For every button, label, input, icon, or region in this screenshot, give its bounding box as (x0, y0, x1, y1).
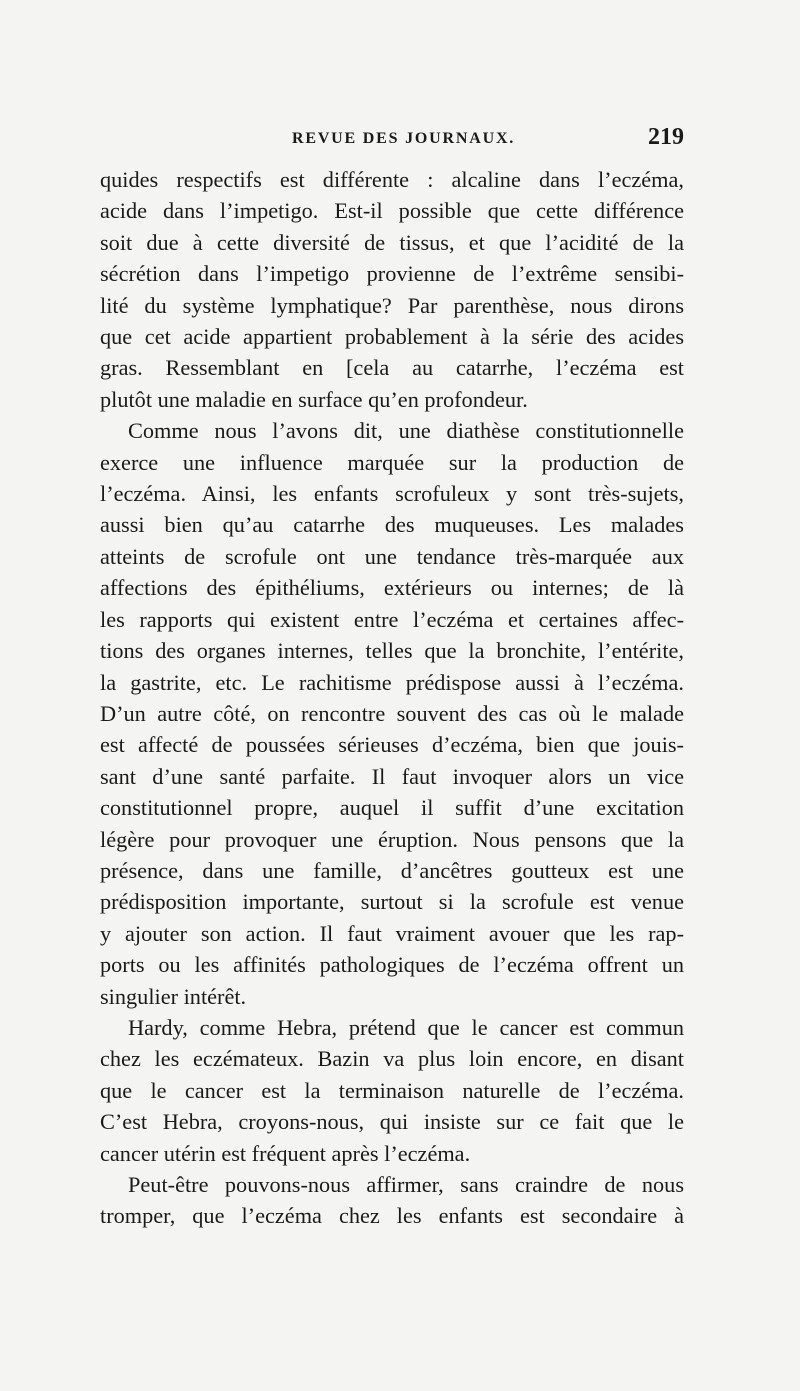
text-line: Comme nous l’avons dit, une diathèse constitutionnelle (128, 418, 684, 444)
text-line: légère pour provoquer une éruption. Nous pensons que la (100, 826, 684, 852)
text-line: cancer utérin est fréquent après l’eczéma. (100, 1140, 471, 1166)
text-line: l’eczéma. Ainsi, les enfants scrofuleux y sont très-sujets, (100, 481, 684, 507)
text-line: aussi bien qu’au catarrhe des muqueuses. Les malades (100, 512, 684, 538)
text-line: est affecté de poussées sérieuses d’eczéma, bien que jouis- (100, 732, 684, 758)
text-line: sécrétion dans l’impetigo provienne de l’extrême sensibi- (100, 261, 684, 287)
text-line: chez les eczémateux. Bazin va plus loin encore, en disant (100, 1046, 684, 1072)
body-text (100, 164, 684, 1232)
text-line: sant d’une santé parfaite. Il faut invoquer alors un vice (100, 763, 684, 789)
text-line: la gastrite, etc. Le rachitisme prédispose aussi à l’eczéma. (100, 669, 684, 695)
text-line: atteints de scrofule ont une tendance très-marquée aux (100, 543, 684, 569)
page-number: 219 (648, 124, 684, 150)
text-line: C’est Hebra, croyons-nous, qui insiste sur ce fait que le (100, 1109, 684, 1135)
text-line: ports ou les affinités pathologiques de l’eczéma offrent un (100, 952, 684, 978)
text-line: D’un autre côté, on rencontre souvent des cas où le malade (100, 700, 684, 726)
text-line: singulier intérêt. (100, 983, 247, 1009)
text-line: les rapports qui existent entre l’eczéma et certaines affec- (100, 606, 684, 632)
text-line: y ajouter son action. Il faut vraiment avouer que les rap- (100, 920, 684, 946)
text-line: Peut-être pouvons-nous affirmer, sans craindre de nous (128, 1172, 684, 1197)
text-line: tromper, que l’eczéma chez les enfants est secondaire à (100, 1203, 684, 1229)
text-line: constitutionnel propre, auquel il suffit d’une excitation (100, 795, 684, 821)
text-line: tions des organes internes, telles que la bronchite, l’entérite, (100, 638, 684, 664)
text-line: présence, dans une famille, d’ancêtres goutteux est une (100, 857, 684, 883)
text-line: exerce une influence marquée sur la production de (100, 449, 684, 475)
text-line: soit due à cette diversité de tissus, et que l’acidité de la (100, 229, 684, 255)
text-line: lité du système lymphatique? Par parenthèse, nous dirons (100, 292, 684, 318)
text-line: quides respectifs est différente : alcaline dans l’eczéma, (100, 167, 684, 192)
text-line: gras. Ressemblant en [cela au catarrhe, l’eczéma est (100, 355, 684, 381)
text-line: que le cancer est la terminaison naturelle de l’eczéma. (100, 1077, 684, 1103)
text-line: prédisposition importante, surtout si la scrofule est venue (100, 889, 684, 915)
text-line: que cet acide appartient probablement à la série des acides (100, 324, 684, 350)
text-line: plutôt une maladie en surface qu’en profondeur. (100, 386, 528, 412)
text-line: acide dans l’impetigo. Est-il possible que cette différence (100, 198, 684, 224)
text-line: affections des épithéliums, extérieurs ou internes; de là (100, 575, 684, 601)
running-head: REVUE DES JOURNAUX. (292, 130, 516, 147)
page-header (292, 124, 684, 158)
text-line: Hardy, comme Hebra, prétend que le cancer est commun (128, 1014, 684, 1040)
